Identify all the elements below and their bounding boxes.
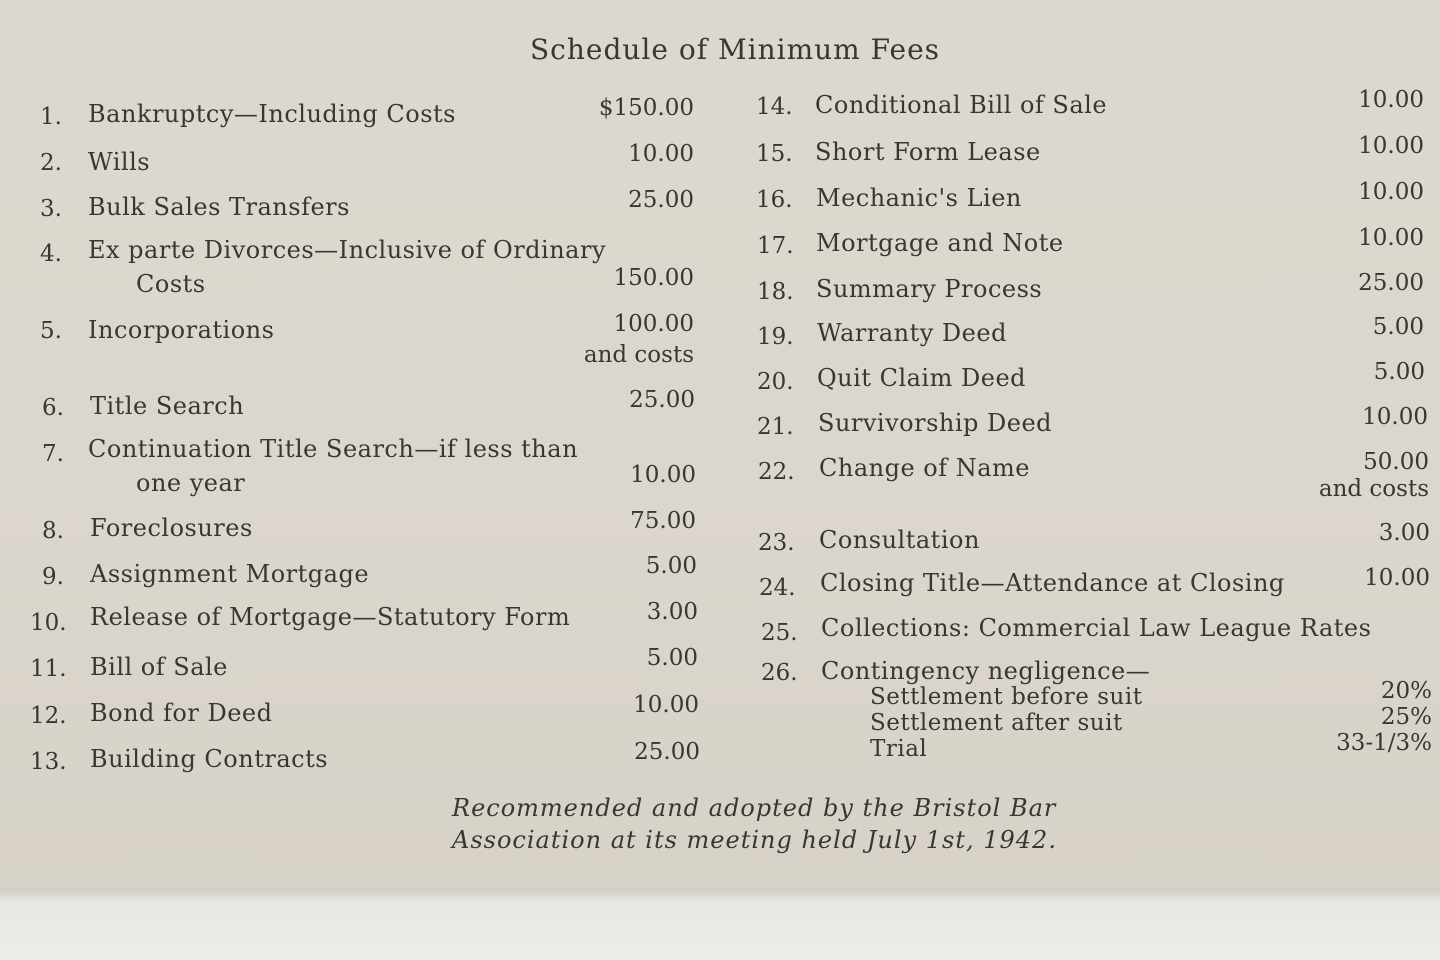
item-fee: 150.00 xyxy=(613,265,694,291)
item-label: Bulk Sales Transfers xyxy=(88,193,350,221)
item-number: 7. xyxy=(42,441,64,467)
item-label: Change of Name xyxy=(819,454,1031,482)
item-label: Foreclosures xyxy=(90,514,253,542)
item-label: Building Contracts xyxy=(90,745,329,773)
item-fee: 25.00 xyxy=(628,187,694,213)
item-label: Bill of Sale xyxy=(90,653,228,681)
item-label: Wills xyxy=(88,148,151,176)
item-label: Summary Process xyxy=(816,275,1043,303)
sub-item-fee: 20% xyxy=(1380,678,1432,704)
item-label: Incorporations xyxy=(88,316,275,344)
item-label: Contingency negligence— xyxy=(821,657,1151,685)
item-fee: 50.00 xyxy=(1363,449,1429,475)
item-number: 26. xyxy=(761,660,798,686)
item-label: Survivorship Deed xyxy=(818,409,1053,437)
item-fee: 10.00 xyxy=(1358,179,1424,205)
item-label-continued: Costs xyxy=(136,270,206,298)
background-surface xyxy=(0,888,1440,960)
item-label: Closing Title—Attendance at Closing xyxy=(820,569,1285,597)
item-number: 22. xyxy=(758,459,795,485)
item-label: Mortgage and Note xyxy=(816,229,1064,257)
item-number: 13. xyxy=(30,749,67,775)
item-fee: 10.00 xyxy=(1364,565,1430,591)
item-label: Release of Mortgage—Statutory Form xyxy=(90,603,571,631)
item-label: Title Search xyxy=(90,392,245,420)
item-label: Collections: Commercial Law League Rates xyxy=(821,614,1372,642)
item-fee-note: and costs xyxy=(1318,476,1429,502)
item-number: 8. xyxy=(42,518,64,544)
item-number: 21. xyxy=(757,414,794,440)
item-number: 12. xyxy=(30,703,67,729)
item-label: Warranty Deed xyxy=(817,319,1007,347)
item-number: 6. xyxy=(42,395,64,421)
sub-item-fee: 25% xyxy=(1380,704,1432,730)
item-fee-note: and costs xyxy=(583,342,694,368)
item-label: Consultation xyxy=(819,526,980,554)
item-label-continued: one year xyxy=(136,469,246,497)
item-label: Continuation Title Search—if less than xyxy=(88,435,579,463)
item-fee: 5.00 xyxy=(1373,359,1425,385)
item-number: 9. xyxy=(42,564,64,590)
item-number: 19. xyxy=(757,324,794,350)
item-fee: 5.00 xyxy=(1372,314,1424,340)
item-fee: 10.00 xyxy=(630,462,696,488)
item-fee: 5.00 xyxy=(646,645,698,671)
item-number: 18. xyxy=(757,279,794,305)
item-fee: 25.00 xyxy=(1358,270,1424,296)
item-number: 4. xyxy=(40,241,62,267)
item-number: 17. xyxy=(757,233,794,259)
item-fee: 5.00 xyxy=(645,553,697,579)
item-fee: 10.00 xyxy=(1358,133,1424,159)
item-number: 5. xyxy=(40,318,62,344)
item-number: 14. xyxy=(756,94,793,120)
adoption-note-line-2: Association at its meeting held July 1st, 1942. xyxy=(452,826,1057,854)
item-label: Quit Claim Deed xyxy=(817,364,1027,392)
item-fee: 10.00 xyxy=(1358,87,1424,113)
page-title: Schedule of Minimum Fees xyxy=(530,33,941,66)
item-fee: $150.00 xyxy=(598,95,694,121)
item-number: 1. xyxy=(40,104,62,130)
item-fee: 75.00 xyxy=(630,508,696,534)
item-fee: 3.00 xyxy=(1378,520,1430,546)
item-label: Mechanic's Lien xyxy=(816,184,1022,212)
item-label: Assignment Mortgage xyxy=(90,560,370,588)
item-number: 23. xyxy=(758,530,795,556)
item-number: 15. xyxy=(756,141,793,167)
item-fee: 3.00 xyxy=(646,599,698,625)
item-fee: 10.00 xyxy=(633,692,699,718)
item-number: 3. xyxy=(40,196,62,222)
item-fee: 10.00 xyxy=(1358,225,1424,251)
item-number: 16. xyxy=(756,187,793,213)
item-fee: 25.00 xyxy=(629,387,695,413)
item-number: 20. xyxy=(757,369,794,395)
item-label: Bond for Deed xyxy=(90,699,273,727)
sub-item-label: Settlement after suit xyxy=(870,710,1123,736)
adoption-note-line-1: Recommended and adopted by the Bristol Bar xyxy=(452,794,1057,822)
item-label: Short Form Lease xyxy=(815,138,1041,166)
item-fee: 10.00 xyxy=(1362,404,1428,430)
sub-item-label: Trial xyxy=(870,736,928,762)
sub-item-fee: 33-1/3% xyxy=(1336,730,1432,756)
item-fee: 100.00 xyxy=(613,311,694,337)
item-number: 25. xyxy=(761,620,798,646)
item-number: 10. xyxy=(30,610,67,636)
item-number: 2. xyxy=(40,150,62,176)
item-fee: 10.00 xyxy=(628,141,694,167)
item-label: Bankruptcy—Including Costs xyxy=(88,100,456,128)
item-number: 11. xyxy=(30,656,67,682)
item-number: 24. xyxy=(759,575,796,601)
item-label: Conditional Bill of Sale xyxy=(815,91,1108,119)
item-fee: 25.00 xyxy=(634,739,700,765)
sub-item-label: Settlement before suit xyxy=(870,684,1143,710)
item-label: Ex parte Divorces—Inclusive of Ordinary xyxy=(88,236,607,264)
